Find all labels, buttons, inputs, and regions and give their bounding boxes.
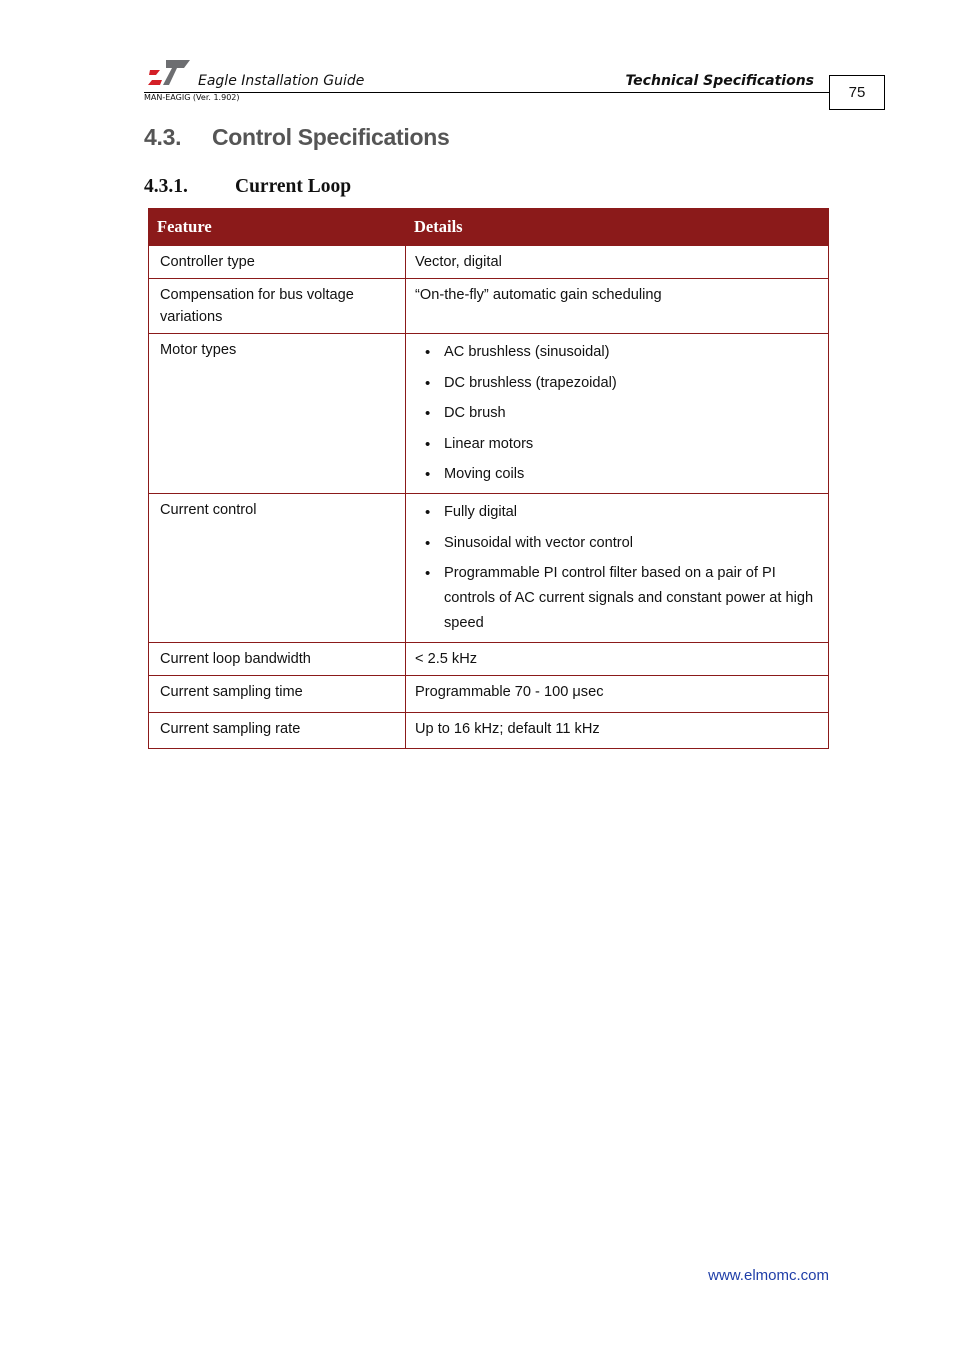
details-cell: Programmable 70 - 100 μsec (406, 676, 829, 713)
list-item: • Sinusoidal with vector control (444, 531, 820, 556)
details-cell: Up to 16 kHz; default 11 kHz (406, 713, 829, 749)
bullet-list (415, 500, 820, 636)
document-code: MAN-EAGIG (Ver. 1.902) (144, 93, 240, 102)
header-divider (144, 92, 829, 93)
feature-cell: Motor types (149, 334, 406, 494)
page-number: 75 (829, 75, 885, 110)
current-loop-spec-table (148, 208, 829, 749)
list-item: • DC brush (444, 401, 820, 426)
table-row (149, 246, 829, 279)
list-item: • Moving coils (444, 462, 820, 487)
list-item: • Linear motors (444, 432, 820, 457)
list-item: • DC brushless (trapezoidal) (444, 371, 820, 396)
bullet-list (415, 340, 820, 487)
subsection-heading (144, 176, 351, 198)
feature-cell: Current sampling time (149, 676, 406, 713)
running-section-title: Technical Specifications (625, 73, 814, 89)
column-header-details: Details (406, 209, 829, 246)
feature-cell: Current sampling rate (149, 713, 406, 749)
section-heading (144, 124, 449, 151)
table-row (149, 713, 829, 749)
table-row (149, 643, 829, 676)
feature-cell: Current loop bandwidth (149, 643, 406, 676)
elmo-logo (148, 58, 190, 86)
details-cell: “On-the-fly” automatic gain scheduling (406, 279, 829, 334)
feature-cell: Compensation for bus voltage variations (149, 279, 406, 334)
section-number: 4.3. (144, 124, 182, 150)
document-title: Eagle Installation Guide (198, 73, 365, 89)
website-link[interactable]: www.elmomc.com (708, 1267, 829, 1284)
list-item: • Fully digital (444, 500, 820, 525)
details-cell (406, 494, 829, 643)
section-title: Control Specifications (212, 124, 450, 150)
table-row (149, 279, 829, 334)
details-cell (406, 334, 829, 494)
column-header-feature: Feature (149, 209, 406, 246)
feature-cell: Current control (149, 494, 406, 643)
subsection-number: 4.3.1. (144, 176, 188, 197)
table-row (149, 676, 829, 713)
subsection-title: Current Loop (235, 176, 352, 197)
details-cell: < 2.5 kHz (406, 643, 829, 676)
details-cell: Vector, digital (406, 246, 829, 279)
feature-cell: Controller type (149, 246, 406, 279)
table-header-row (149, 209, 829, 246)
list-item: • Programmable PI control filter based on a pair of PI controls of AC current signals and constant power at high speed (444, 561, 820, 636)
list-item: • AC brushless (sinusoidal) (444, 340, 820, 365)
table-row (149, 494, 829, 643)
table-row (149, 334, 829, 494)
